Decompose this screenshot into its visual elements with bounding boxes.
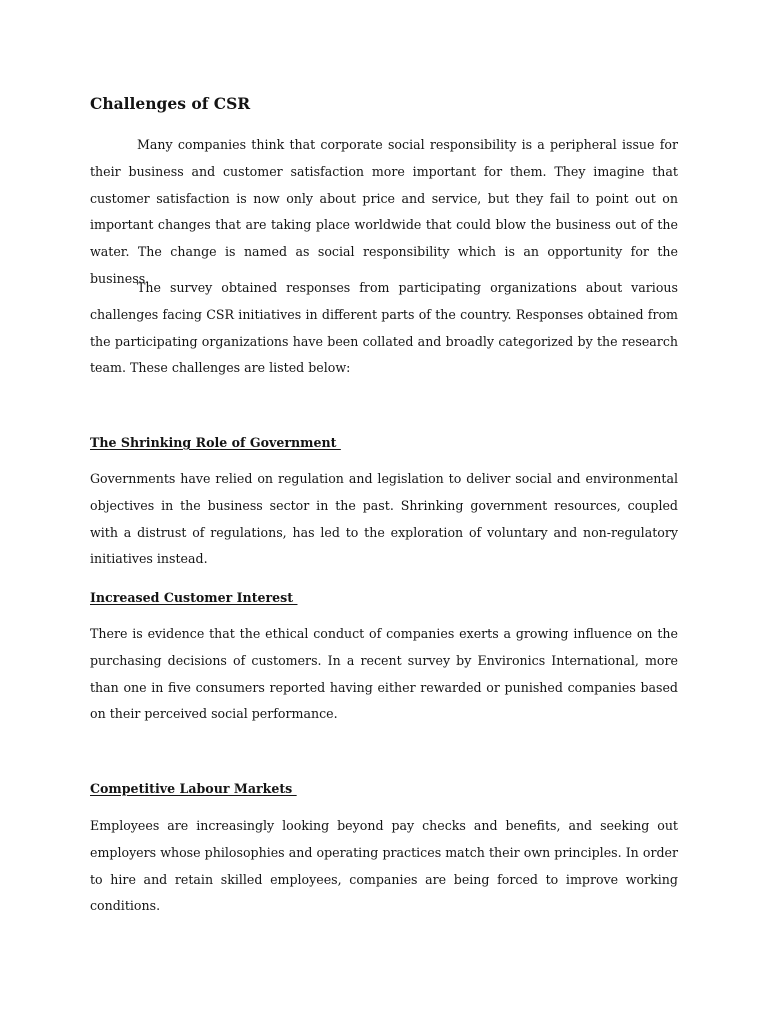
section-heading-shrinking-role: The Shrinking Role of Government xyxy=(90,435,341,450)
section-body-customer-interest: There is evidence that the ethical conduct of companies exerts a growing influence on the purchasing decisions of customers. In a recent survey by Environics International, more than one in five consumers reported having either rewarded or punished companies based on their perceived social performance. xyxy=(90,626,678,722)
intro-paragraph-2: The survey obtained responses from participating organizations about various challenges facing CSR initiatives in different parts of the country. Responses obtained from the participating organizations have been collated and broadly categorized by the research team. These challenges are listed below: xyxy=(90,280,678,376)
page-title: Challenges of CSR xyxy=(90,94,251,113)
section-heading-labour-markets: Competitive Labour Markets xyxy=(90,781,297,796)
section-body-shrinking-role: Governments have relied on regulation and legislation to deliver social and environmental objectives in the business sector in the past. Shrinking government resources, coupled with a distrust of regulations, has led to the exploration of voluntary and non-regulatory initiatives instead. xyxy=(90,471,678,567)
section-heading-customer-interest: Increased Customer Interest xyxy=(90,590,298,605)
intro-paragraph-1: Many companies think that corporate social responsibility is a peripheral issue for their business and customer satisfaction more important for them. They imagine that customer satisfaction is now only about price and service, but they fail to point out on important changes that are taking place worldwide that could blow the business out of the water. The change is named as social responsibility which is an opportunity for the business. xyxy=(90,137,678,286)
section-body-labour-markets: Employees are increasingly looking beyond pay checks and benefits, and seeking out employers whose philosophies and operating practices match their own principles. In order to hire and retain skilled employees, companies are being forced to improve working conditions. xyxy=(90,818,678,914)
